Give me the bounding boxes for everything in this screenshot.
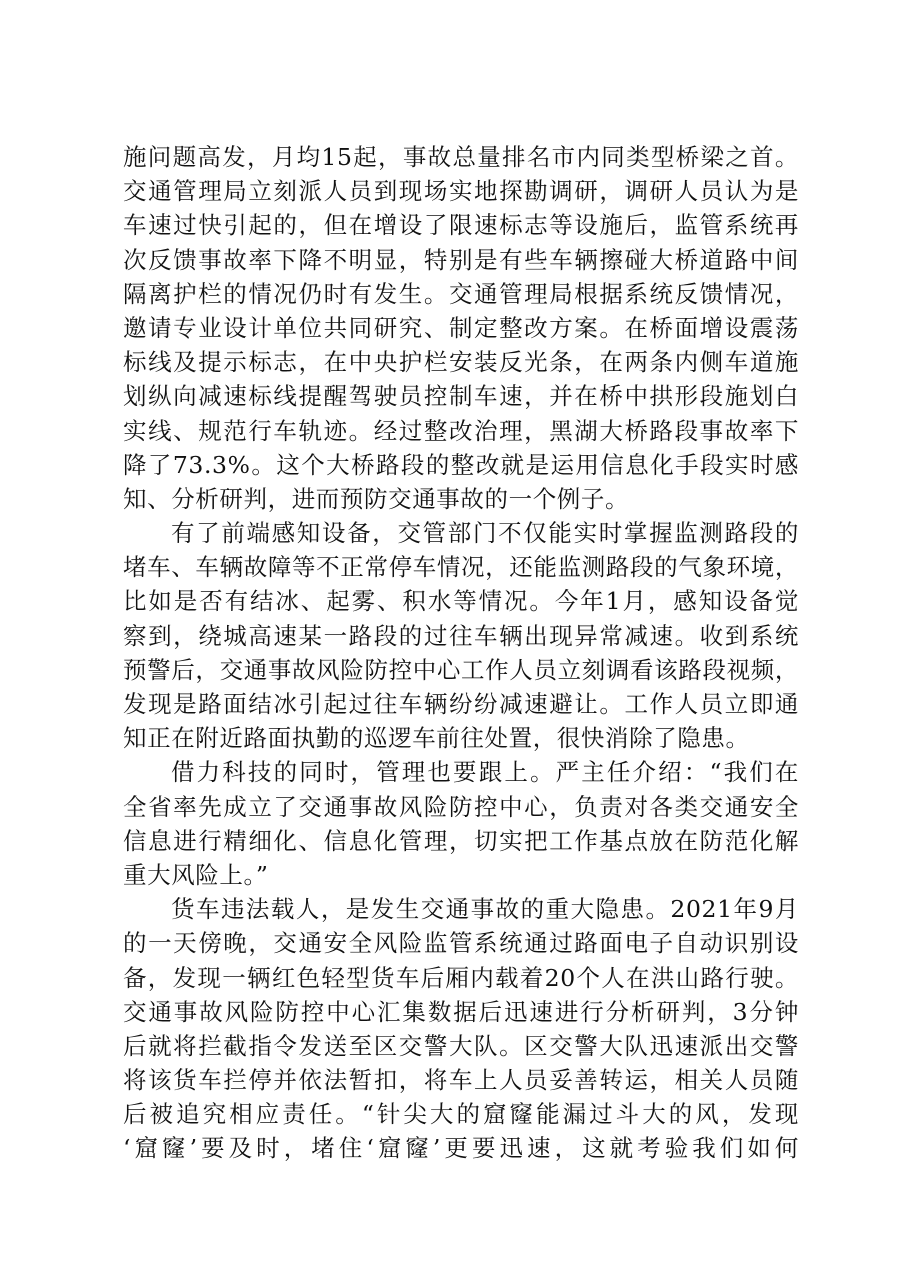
paragraph-first-line: 有了前端感知设备，交管部门不仅能实时掌握监测路段的 [171, 519, 799, 548]
text-line: 预警后，交通事故风险防控中心工作人员立刻调看该路段视频， [123, 655, 799, 684]
text-line: 知、分析研判，进而预防交通事故的一个例子。 [123, 484, 630, 513]
text-line: 信息进行精细化、信息化管理，切实把工作基点放在防范化解 [123, 826, 799, 855]
text-line: 将该货车拦停并依法暂扣，将车上人员妥善转运，相关人员随 [123, 1066, 799, 1095]
text-line: 的一天傍晚，交通安全风险监管系统通过路面电子自动识别设 [123, 929, 799, 958]
text-line: 车速过快引起的，但在增设了限速标志等设施后，监管系统再 [123, 211, 799, 240]
text-line: 交通管理局立刻派人员到现场实地探勘调研，调研人员认为是 [123, 177, 799, 206]
text-line: 次反馈事故率下降不明显，特别是有些车辆擦碰大桥道路中间 [123, 245, 799, 274]
text-line: 后被追究相应责任。“针尖大的窟窿能漏过斗大的风，发现 [123, 1100, 799, 1129]
text-line: 降了73.3%。这个大桥路段的整改就是运用信息化手段实时感 [123, 450, 799, 479]
text-line: 实线、规范行车轨迹。经过整改治理，黑湖大桥路段事故率下 [123, 416, 799, 445]
text-line: 备，发现一辆红色轻型货车后厢内载着20个人在洪山路行驶。 [123, 963, 799, 992]
paragraph-first-line: 货车违法载人，是发生交通事故的重大隐患。2021年9月 [171, 895, 799, 924]
text-line: 知正在附近路面执勤的巡逻车前往处置，很快消除了隐患。 [123, 724, 750, 753]
text-line: 察到，绕城高速某一路段的过往车辆出现异常减速。收到系统 [123, 621, 799, 650]
text-line: 堵车、车辆故障等不正常停车情况，还能监测路段的气象环境， [123, 553, 799, 582]
text-line: ‘窟窿’要及时，堵住‘窟窿’更要迅速，这就考验我们如何 [123, 1134, 799, 1163]
text-line: 后就将拦截指令发送至区交警大队。区交警大队迅速派出交警 [123, 1031, 799, 1060]
text-line: 施问题高发，月均15起，事故总量排名市内同类型桥梁之首。 [123, 143, 799, 171]
text-line: 划纵向减速标线提醒驾驶员控制车速，并在桥中拱形段施划白 [123, 382, 799, 411]
text-line: 标线及提示标志，在中央护栏安装反光条，在两条内侧车道施 [123, 348, 799, 377]
document-body [123, 140, 799, 1166]
text-line: 全省率先成立了交通事故风险防控中心，负责对各类交通安全 [123, 792, 799, 821]
text-line: 重大风险上。” [123, 860, 269, 889]
text-line: 邀请专业设计单位共同研究、制定整改方案。在桥面增设震荡 [123, 313, 799, 342]
text-line: 交通事故风险防控中心汇集数据后迅速进行分析研判，3分钟 [123, 997, 799, 1026]
text-line: 发现是路面结冰引起过往车辆纷纷减速避让。工作人员立即通 [123, 690, 799, 718]
paragraph-first-line: 借力科技的同时，管理也要跟上。严主任介绍：“我们在 [171, 758, 799, 787]
text-line: 隔离护栏的情况仍时有发生。交通管理局根据系统反馈情况， [123, 279, 799, 308]
text-line: 比如是否有结冰、起雾、积水等情况。今年1月，感知设备觉 [123, 587, 799, 616]
